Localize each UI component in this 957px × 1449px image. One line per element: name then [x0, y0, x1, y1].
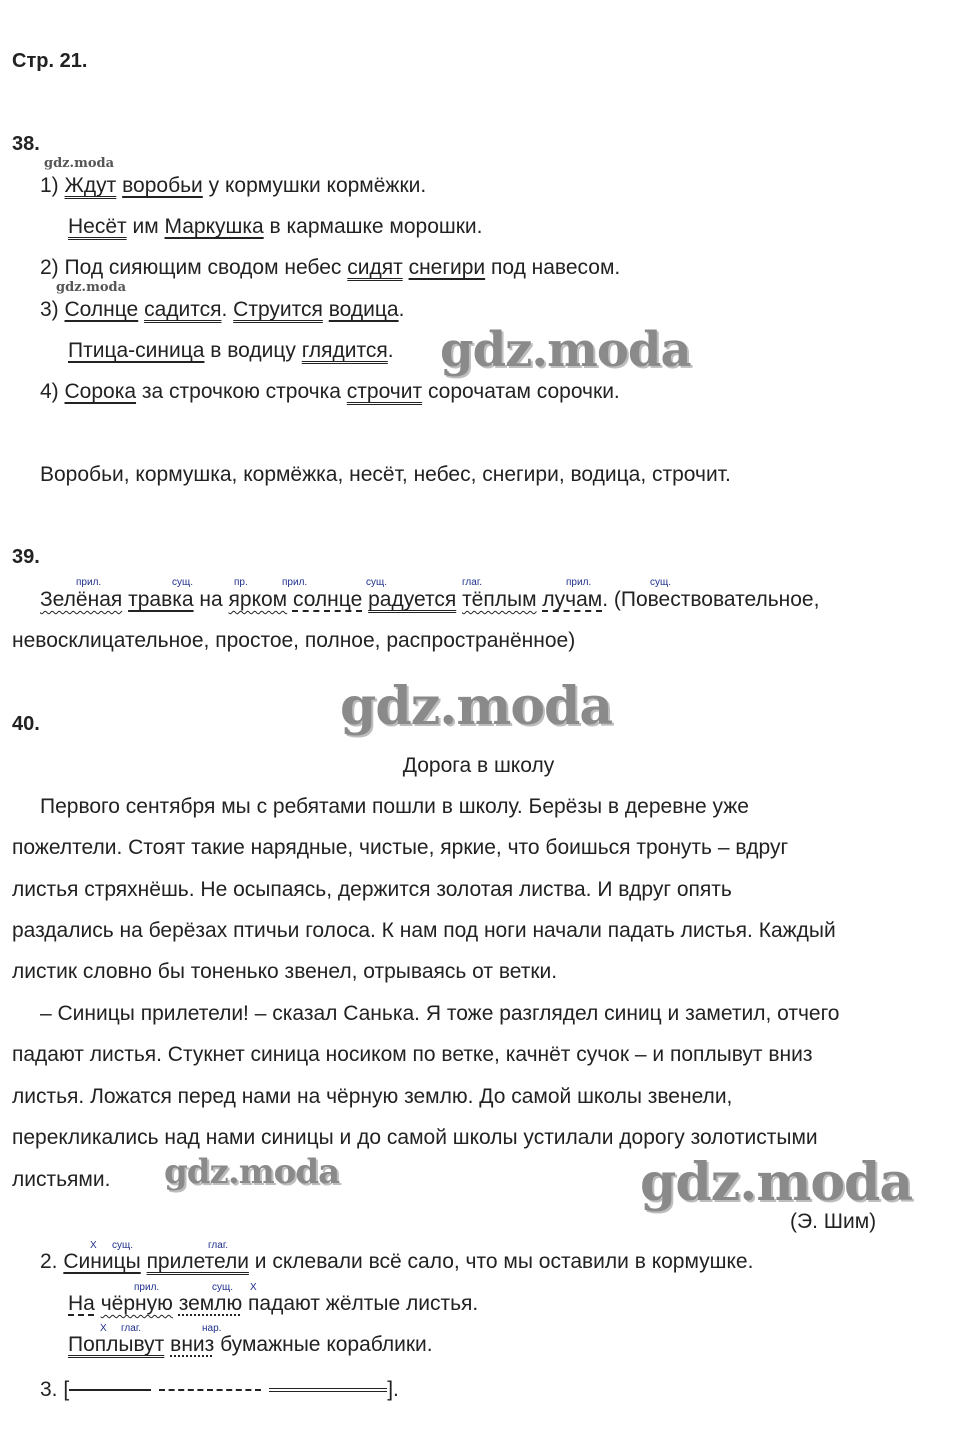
schema-predicate-line: [269, 1388, 387, 1392]
subject-word: снегири: [408, 256, 486, 279]
task2-sentence-3: Поплывут вниз бумажные кораблики.: [68, 1333, 433, 1356]
subject-word: Птица-синица: [68, 339, 205, 362]
exercise-40-number: 40.: [12, 713, 40, 735]
pos-label: прил.: [566, 577, 592, 588]
predicate-word: воробьи: [122, 174, 203, 197]
p1-line-1: Первого сентября мы с ребятами пошли в школу. Берёзы в деревне уже: [40, 795, 749, 818]
ex38-line-5: Птица-синица в водицу глядится.: [68, 339, 394, 362]
pos-label: глаг.: [208, 1240, 229, 1251]
predicate-word: глядится: [301, 339, 388, 362]
watermark: gdz.moda: [640, 1152, 913, 1213]
pos-label: глаг.: [462, 577, 483, 588]
exercise-38-number: 38.: [12, 133, 40, 155]
subject-word: водица: [328, 298, 399, 321]
schema-adverbial-line: [159, 1389, 261, 1391]
predicate-word: Несёт: [68, 215, 127, 238]
ex38-line-2: Несёт им Маркушка в кармашке морошки.: [68, 215, 483, 238]
predicate-word: сидят: [347, 256, 403, 279]
p2-line-2: падают листья. Стукнет синица носиком по ветке, качнёт сучок – и поплывут вниз: [12, 1043, 813, 1066]
pos-label: нар.: [202, 1323, 222, 1334]
sentence-schema: 3. [ ].: [40, 1378, 399, 1401]
predicate-word: садится: [144, 298, 222, 321]
predicate-word: Струится: [233, 298, 323, 321]
pos-label: пр.: [234, 577, 248, 588]
ex39-sentence: Зелёная травка на ярком солнце радуется тёплым лучам. (Повествовательное,: [40, 588, 820, 611]
subject-word: Сорока: [64, 380, 137, 403]
p2-line-4: перекликались над нами синицы и до самой школы устилали дорогу золотистыми: [12, 1126, 818, 1149]
ex38-line-4: 3) Солнце садится. Струится водица.: [40, 298, 405, 321]
p2-line-3: листья. Ложатся перед нами на чёрную землю. До самой школы звенели,: [12, 1085, 733, 1108]
pos-label: прил.: [282, 577, 308, 588]
watermark: gdz.moda: [340, 676, 613, 737]
ex38-line-6: 4) Сорока за строчкою строчка строчит сорочатам сорочки.: [40, 380, 620, 403]
p1-line-5: листик словно бы тоненько звенел, отрываясь от ветки.: [12, 960, 558, 983]
pos-label: сущ.: [650, 577, 672, 588]
p1-line-4: раздались на берёзах птичьи голоса. К нам под ноги начали падать листья. Каждый: [12, 919, 836, 942]
predicate-word: строчит: [346, 380, 423, 403]
watermark: gdz.moda: [164, 1152, 340, 1192]
ex39-characteristics: невосклицательное, простое, полное, распространённое): [12, 629, 576, 652]
task2-sentence-1: 2. Синицы прилетели и склевали всё сало, что мы оставили в кормушке.: [40, 1250, 754, 1273]
text-author: (Э. Шим): [790, 1210, 877, 1233]
pos-label: прил.: [76, 577, 102, 588]
pos-label: Х: [250, 1282, 257, 1293]
pos-label: Х: [100, 1323, 107, 1334]
ex38-words: Воробьи, кормушка, кормёжка, несёт, небес, снегири, водица, строчит.: [40, 463, 731, 486]
p1-line-3: листья стряхнёшь. Не осыпаясь, держится золотая листва. И вдруг опять: [12, 878, 732, 901]
watermark-small: gdz.moda: [56, 280, 127, 295]
pos-label: прил.: [134, 1282, 160, 1293]
exercise-39-number: 39.: [12, 546, 40, 568]
pos-label: сущ.: [172, 577, 194, 588]
pos-label: Х: [90, 1240, 97, 1251]
subject-word: Ждут: [64, 174, 117, 197]
page-header: Стр. 21.: [12, 50, 88, 72]
subject-word: Солнце: [64, 298, 139, 321]
pos-label: сущ.: [212, 1282, 234, 1293]
schema-subject-line: [69, 1389, 151, 1391]
task2-sentence-2: На чёрную землю падают жёлтые листья.: [68, 1292, 479, 1315]
pos-label: глаг.: [121, 1323, 142, 1334]
subject-word: Маркушка: [164, 215, 264, 238]
ex38-line-1: 1) Ждут воробьи у кормушки кормёжки.: [40, 174, 427, 197]
pos-label: сущ.: [112, 1240, 134, 1251]
ex38-line-3: 2) Под сияющим сводом небес сидят снегири под навесом.: [40, 256, 621, 279]
watermark-small: gdz.moda: [44, 156, 115, 171]
p2-line-5: листьями.: [12, 1168, 111, 1191]
p1-line-2: пожелтели. Стоят такие нарядные, чистые, яркие, что боишься тронуть – вдруг: [12, 836, 789, 859]
p2-line-1: – Синицы прилетели! – сказал Санька. Я тоже разглядел синиц и заметил, отчего: [40, 1002, 840, 1025]
text-title: Дорога в школу: [402, 754, 555, 777]
watermark: gdz.moda: [440, 322, 691, 378]
pos-label: сущ.: [366, 577, 388, 588]
